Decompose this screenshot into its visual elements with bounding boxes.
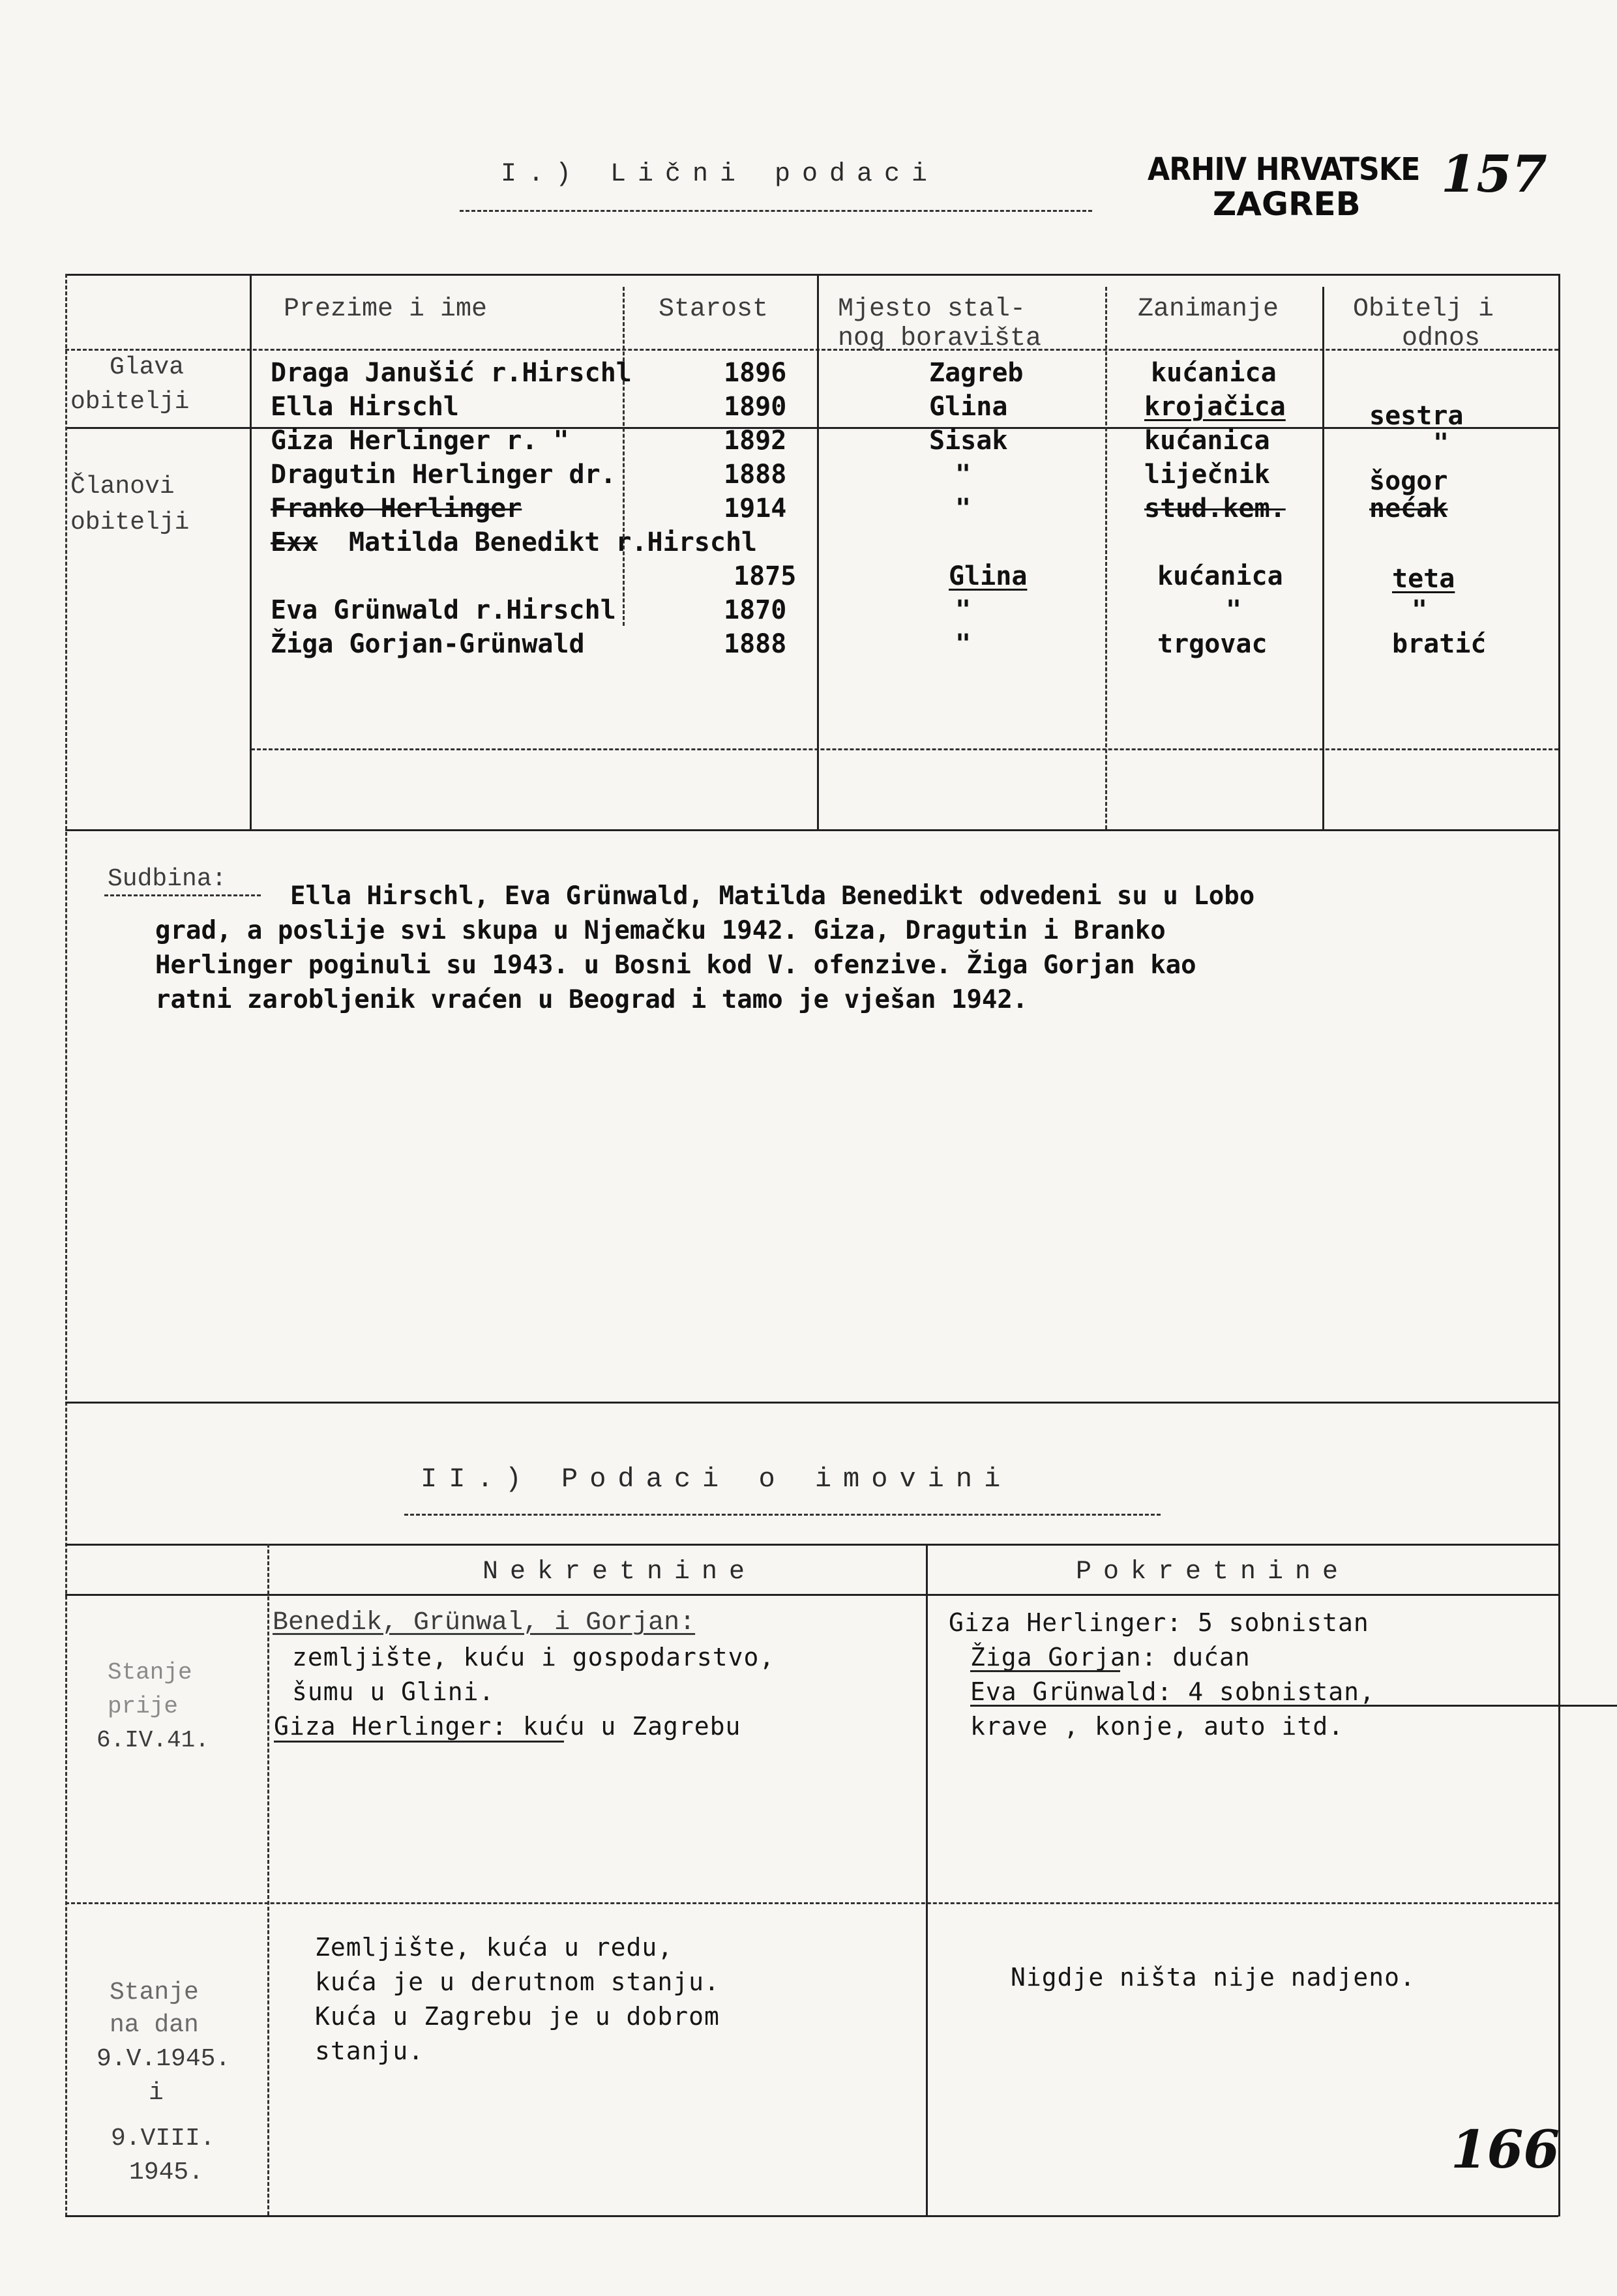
col-header-occupation: Zanimanje (1138, 295, 1279, 324)
row-2-year: 1890 (724, 392, 787, 422)
row2-label-line3: 9.V.1945. (96, 2045, 231, 2073)
row-4-relation: šogor (1369, 466, 1448, 496)
row1-label-line2: prije (108, 1693, 179, 1720)
row-7-place: " (955, 595, 972, 625)
row-7-relation: " (1412, 595, 1428, 625)
row-7-year: 1870 (724, 595, 787, 625)
row-1-place: Zagreb (929, 358, 1024, 388)
col-header-age: Starost (659, 295, 769, 324)
row1-movable-underline-b (970, 1705, 1617, 1707)
col-header-relation-2: odnos (1402, 324, 1481, 353)
section1-title: I.) Lični podaci (501, 160, 940, 189)
row1-movable-underline-a (970, 1670, 1120, 1672)
row-8-occupation: trgovac (1157, 629, 1268, 659)
row-8-relation: bratić (1392, 629, 1487, 659)
row-1-year: 1896 (724, 358, 787, 388)
row-6-occupation: kućanica (1157, 561, 1283, 591)
row2-immovable-line4: stanju. (315, 2037, 424, 2065)
row-5-place: " (955, 493, 972, 523)
row2-immovable-line1: Zemljište, kuća u redu, (315, 1933, 674, 1962)
row-6-place: Glina (949, 561, 1028, 591)
archive-stamp-line1: ARHIV HRVATSKE (1148, 151, 1420, 188)
col-header-residence-2: nog boravišta (838, 324, 1042, 353)
table-left-edge (65, 274, 67, 2216)
row-5-name: Franko Herlinger (271, 493, 522, 523)
archive-stamp (1148, 151, 1454, 223)
fate-line-1: Ella Hirschl, Eva Grünwald, Matilda Benedikt odvedeni su u Lobo (290, 881, 1255, 911)
row-6-name: Matilda Benedikt r.Hirschl (349, 527, 758, 557)
col-divider-occupation (1105, 287, 1107, 829)
section2-label-divider (267, 1544, 269, 2215)
col-header-name: Prezime i ime (284, 295, 488, 324)
row-2-occupation: krojačica (1144, 392, 1286, 422)
row2-label-line1: Stanje (110, 1979, 199, 2007)
row1-movable-line4: krave , konje, auto itd. (970, 1712, 1344, 1741)
row2-immovable-line2: kuća je u derutnom stanju. (315, 1967, 720, 1996)
row1-immovable-line3: šumu u Glini. (292, 1677, 495, 1706)
row-6-struck-prefix: Exx (271, 527, 318, 557)
row-2-relation: sestra (1369, 401, 1464, 431)
row-6-relation: teta (1392, 564, 1455, 594)
row-3-year: 1892 (724, 426, 787, 456)
row1-label-line1: Stanje (108, 1659, 192, 1686)
col-header-immovable: Nekretnine (482, 1557, 757, 1587)
row-8-name: Žiga Gorjan-Grünwald (271, 629, 585, 659)
fate-label-underline (104, 894, 261, 896)
fate-line-3: Herlinger poginuli su 1943. u Bosni kod V. ofenzive. Žiga Gorjan kao (155, 950, 1196, 980)
archive-stamp-line2: ZAGREB (1213, 185, 1361, 223)
row-6-year: 1875 (734, 561, 797, 591)
table-inner-rule (251, 748, 1558, 750)
table-bottom-border (65, 829, 1558, 831)
col-header-residence-1: Mjesto stal- (838, 295, 1026, 324)
side-label-head-1: Glava (110, 353, 185, 381)
col-divider-relation (1322, 287, 1324, 829)
col-divider-age (623, 287, 625, 626)
row2-label-line4: i (149, 2079, 164, 2107)
fate-label: Sudbina: (108, 865, 227, 893)
row-3-name: Giza Herlinger r. " (271, 426, 569, 456)
folio-number-bottom: 166 (1451, 2119, 1560, 2180)
fate-line-2: grad, a poslije svi skupa u Njemačku 1942. Giza, Dragutin i Branko (155, 916, 1166, 945)
row-5-year: 1914 (724, 493, 787, 523)
row-4-name: Dragutin Herlinger dr. (271, 460, 616, 490)
table-header-rule (65, 349, 1558, 351)
section1-title-underline (460, 210, 1092, 212)
row-7-occupation: " (1226, 595, 1242, 625)
row-2-place: Glina (929, 392, 1008, 422)
row1-immovable-underline (274, 1741, 564, 1743)
side-label-members-2: obitelji (70, 508, 190, 537)
section2-header-bottom (65, 1594, 1558, 1596)
row1-movable-line2: Žiga Gorjan: dućan (970, 1643, 1251, 1671)
fate-line-4: ratni zarobljenik vraćen u Beograd i tamo je vješan 1942. (155, 985, 1028, 1014)
row1-immovable-line2: zemljište, kuću i gospodarstvo, (292, 1643, 775, 1671)
col-divider-place (817, 274, 819, 829)
row2-movable: Nigdje ništa nije nadjeno. (1011, 1963, 1416, 1992)
folio-number-top: 157 (1441, 145, 1547, 204)
col-divider-name (250, 274, 252, 829)
row2-label-line6: 1945. (129, 2158, 204, 2186)
row-5-occupation: stud.kem. (1144, 493, 1286, 523)
row-4-occupation: liječnik (1144, 460, 1270, 490)
row1-movable-line1: Giza Herlinger: 5 sobnistan (949, 1608, 1369, 1637)
row-2-name: Ella Hirschl (271, 392, 459, 422)
row-8-year: 1888 (724, 629, 787, 659)
side-label-members-1: Članovi (70, 473, 175, 501)
section2-mid-divider (926, 1544, 928, 2215)
section2-header-top (65, 1544, 1558, 1546)
row-4-place: " (955, 460, 972, 490)
section2-bottom-border (65, 2215, 1558, 2217)
row1-immovable-line1: Benedik, Grünwal, i Gorjan: (273, 1608, 696, 1638)
row-5-relation: nećak (1369, 493, 1448, 523)
row-3-occupation: kućanica (1144, 426, 1270, 456)
table-top-border (65, 274, 1558, 276)
section2-row-divider (65, 1902, 1558, 1904)
row1-immovable-line4: Giza Herlinger: kuću u Zagrebu (274, 1712, 741, 1741)
section2-title-underline (404, 1514, 1161, 1516)
section2-top-border (65, 1402, 1558, 1404)
row-4-year: 1888 (724, 460, 787, 490)
section2-title: II.) Podaci o imovini (421, 1464, 1013, 1495)
row2-immovable-line3: Kuća u Zagrebu je u dobrom (315, 2002, 720, 2031)
row-1-name: Draga Janušić r.Hirschl (271, 358, 632, 388)
row-1-occupation: kućanica (1151, 358, 1277, 388)
row2-label-line2: na dan (110, 2011, 199, 2039)
col-header-movable: Pokretnine (1076, 1557, 1350, 1587)
side-label-head-2: obitelji (70, 388, 190, 416)
row2-label-line5: 9.VIII. (111, 2125, 215, 2153)
row-7-name: Eva Grünwald r.Hirschl (271, 595, 616, 625)
row-3-relation: " (1433, 428, 1449, 458)
col-header-relation-1: Obitelj i (1353, 295, 1494, 324)
table-right-edge (1558, 274, 1560, 2216)
row1-label-line3: 6.IV.41. (96, 1727, 209, 1754)
row1-movable-line3: Eva Grünwald: 4 sobnistan, (970, 1677, 1375, 1706)
row-8-place: " (955, 629, 972, 659)
row-3-place: Sisak (929, 426, 1008, 456)
